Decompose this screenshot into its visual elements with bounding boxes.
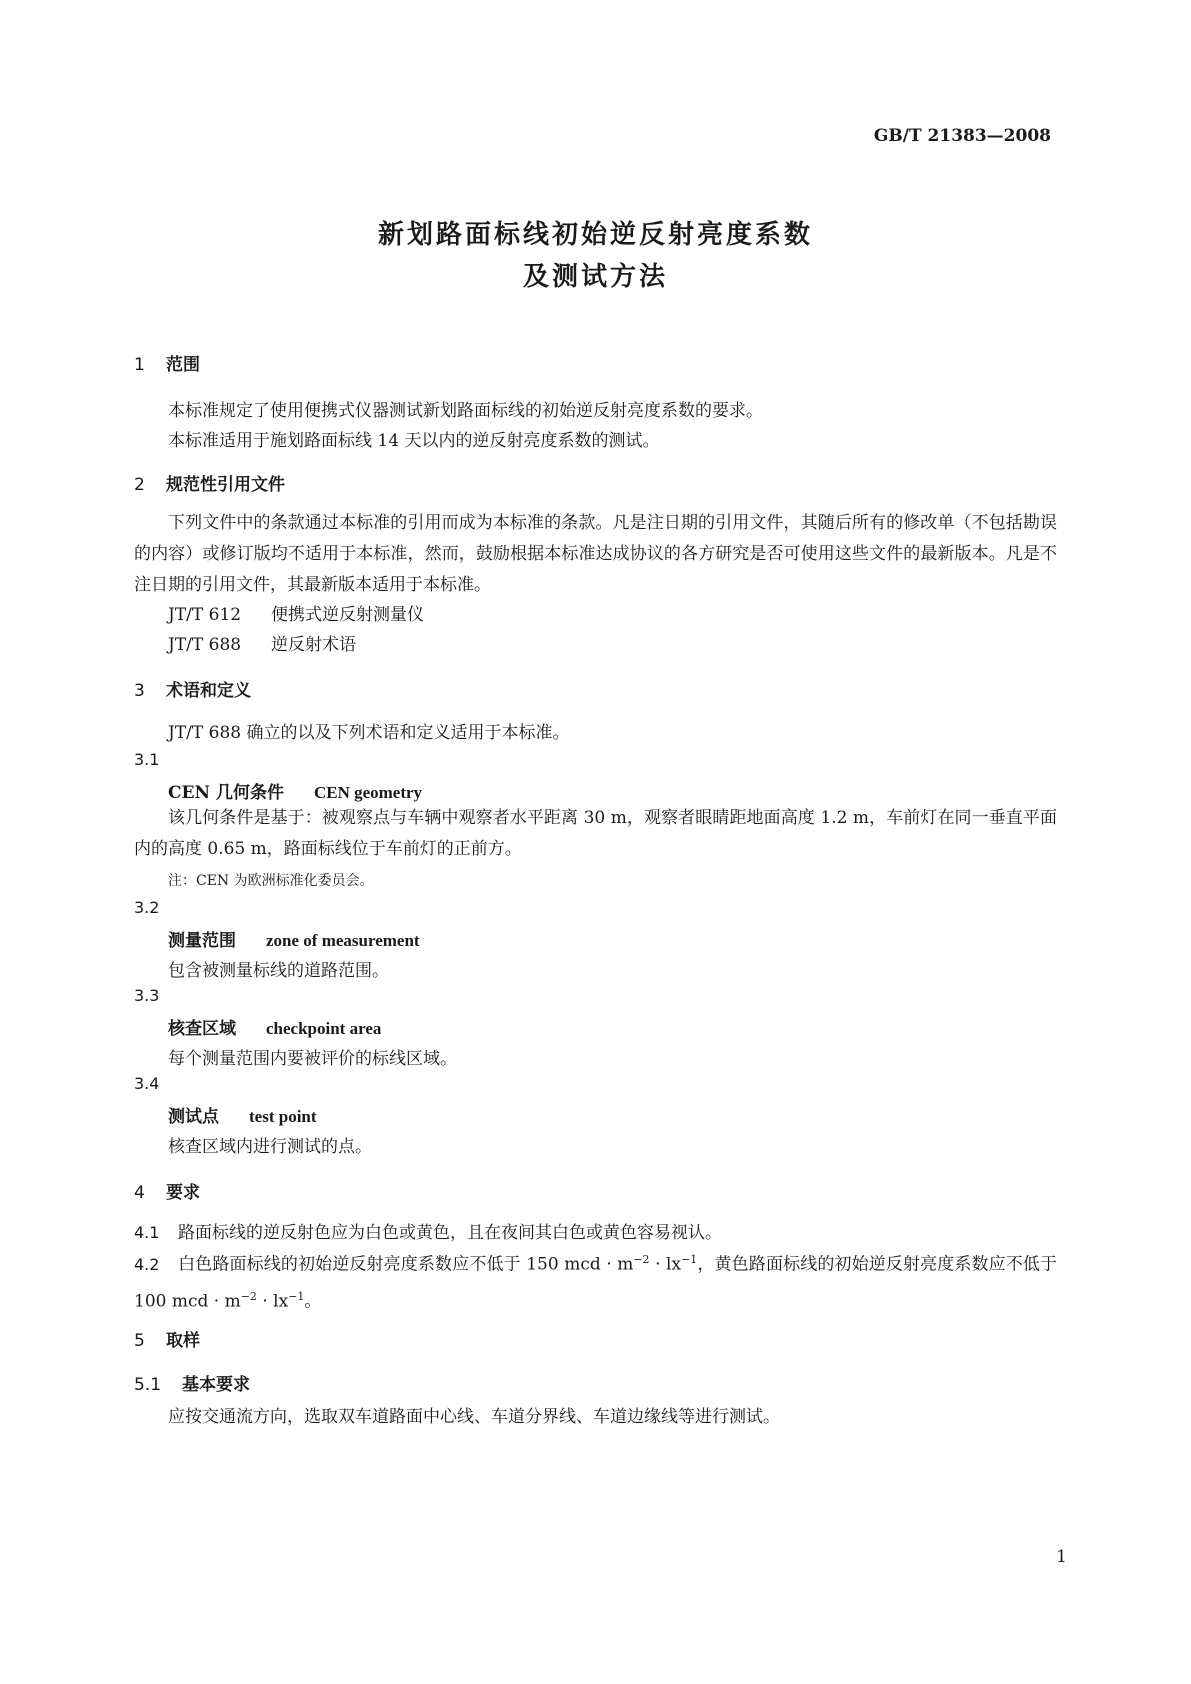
section-number: 3 (134, 681, 145, 701)
section-number: 4 (134, 1183, 145, 1203)
page-number: 1 (1056, 1547, 1067, 1567)
section-heading-sampling (134, 1326, 200, 1351)
term-zh: 测试点 (168, 1107, 219, 1127)
section-title: 术语和定义 (166, 681, 251, 701)
clause-text-part: ，黄色路面标线的初始逆反射亮度系数应不低于 100 mcd · m (134, 1254, 1058, 1312)
reference-item (168, 630, 356, 655)
document-title-line1: 新划路面标线初始逆反射亮度系数 (377, 220, 813, 250)
clause-number: 4.2 (134, 1254, 160, 1274)
term-definition: 核查区域内进行测试的点。 (168, 1137, 372, 1157)
term-en: test point (249, 1107, 317, 1126)
section-title: 要求 (166, 1183, 200, 1203)
term-definition: 该几何条件是基于：被观察点与车辆中观察者水平距离 30 m，观察者眼睛距地面高度 1.2 m，车前灯在同一垂直平面内的高度 0.65 m，路面标线位于车前灯的正前方。 (134, 808, 1057, 859)
paragraph: 下列文件中的条款通过本标准的引用而成为本标准的条款。凡是注日期的引用文件，其随后所有的修改单（不包括勘误的内容）或修订版均不适用于本标准，然而，鼓励根据本标准达成协议的各方研究是否可使用这些文件的最新版本。凡是不注日期的引用文件，其最新版本适用于本标准。 (134, 513, 1057, 595)
section-heading-scope (134, 350, 200, 375)
document-title-line2: 及测试方法 (522, 262, 668, 292)
clause-4-2 (134, 1244, 1057, 1317)
section-number: 5 (134, 1331, 145, 1351)
note: 注：CEN 为欧洲标准化委员会。 (168, 873, 374, 889)
clause-text-part: · lx (262, 1291, 289, 1312)
section-number: 2 (134, 475, 145, 495)
reference-item (168, 600, 424, 625)
paragraph: 本标准规定了使用便携式仪器测试新划路面标线的初始逆反射亮度系数的要求。 (168, 401, 763, 421)
term-en: checkpoint area (266, 1019, 382, 1038)
clause-number: 4.1 (134, 1223, 160, 1242)
section-heading-normative-references (134, 470, 285, 495)
clause-number: 3.4 (134, 1074, 160, 1093)
clause-4-1 (134, 1218, 722, 1243)
clause-text-part: 。 (304, 1291, 322, 1312)
term-zh: CEN 几何条件 (168, 783, 284, 803)
section-number: 1 (134, 355, 145, 375)
term-heading (168, 1014, 381, 1039)
reference-name: 逆反射术语 (271, 635, 356, 655)
clause-number: 3.1 (134, 750, 160, 769)
clause-text-part: 白色路面标线的初始逆反射亮度系数应不低于 150 mcd · m (178, 1254, 634, 1275)
exponent: −1 (681, 1253, 698, 1266)
subsection-number: 5.1 (134, 1375, 162, 1395)
section-heading-terms (134, 676, 251, 701)
term-zh: 核查区域 (168, 1019, 236, 1039)
term-heading (168, 926, 420, 951)
exponent: −2 (240, 1289, 257, 1303)
clause-number: 3.3 (134, 986, 160, 1005)
section-title: 规范性引用文件 (166, 475, 285, 495)
section-title: 取样 (166, 1331, 200, 1351)
term-heading (168, 1102, 317, 1127)
clause-number: 3.2 (134, 898, 160, 917)
exponent: −2 (633, 1253, 650, 1266)
section-title: 范围 (166, 355, 200, 375)
exponent: −1 (288, 1289, 305, 1303)
term-en: zone of measurement (266, 931, 420, 950)
subsection-heading-basic-requirements (134, 1370, 250, 1395)
clause-text-part: · lx (655, 1254, 682, 1275)
section-heading-requirements (134, 1178, 200, 1203)
term-heading (168, 778, 422, 803)
subsection-title: 基本要求 (182, 1375, 250, 1395)
clause-text: 路面标线的逆反射色应为白色或黄色，且在夜间其白色或黄色容易视认。 (178, 1223, 722, 1243)
term-en: CEN geometry (313, 783, 423, 802)
standard-code: GB/T 21383—2008 (873, 126, 1051, 146)
reference-code: JT/T 612 (168, 605, 242, 625)
term-definition: 包含被测量标线的道路范围。 (168, 961, 389, 981)
reference-code: JT/T 688 (168, 635, 242, 655)
term-zh: 测量范围 (168, 931, 236, 951)
paragraph: JT/T 688 确立的以及下列术语和定义适用于本标准。 (168, 723, 570, 743)
term-definition: 每个测量范围内要被评价的标线区域。 (168, 1049, 457, 1069)
reference-name: 便携式逆反射测量仪 (271, 605, 424, 625)
paragraph: 应按交通流方向，选取双车道路面中心线、车道分界线、车道边缘线等进行测试。 (168, 1407, 780, 1427)
paragraph: 本标准适用于施划路面标线 14 天以内的逆反射亮度系数的测试。 (168, 431, 660, 451)
